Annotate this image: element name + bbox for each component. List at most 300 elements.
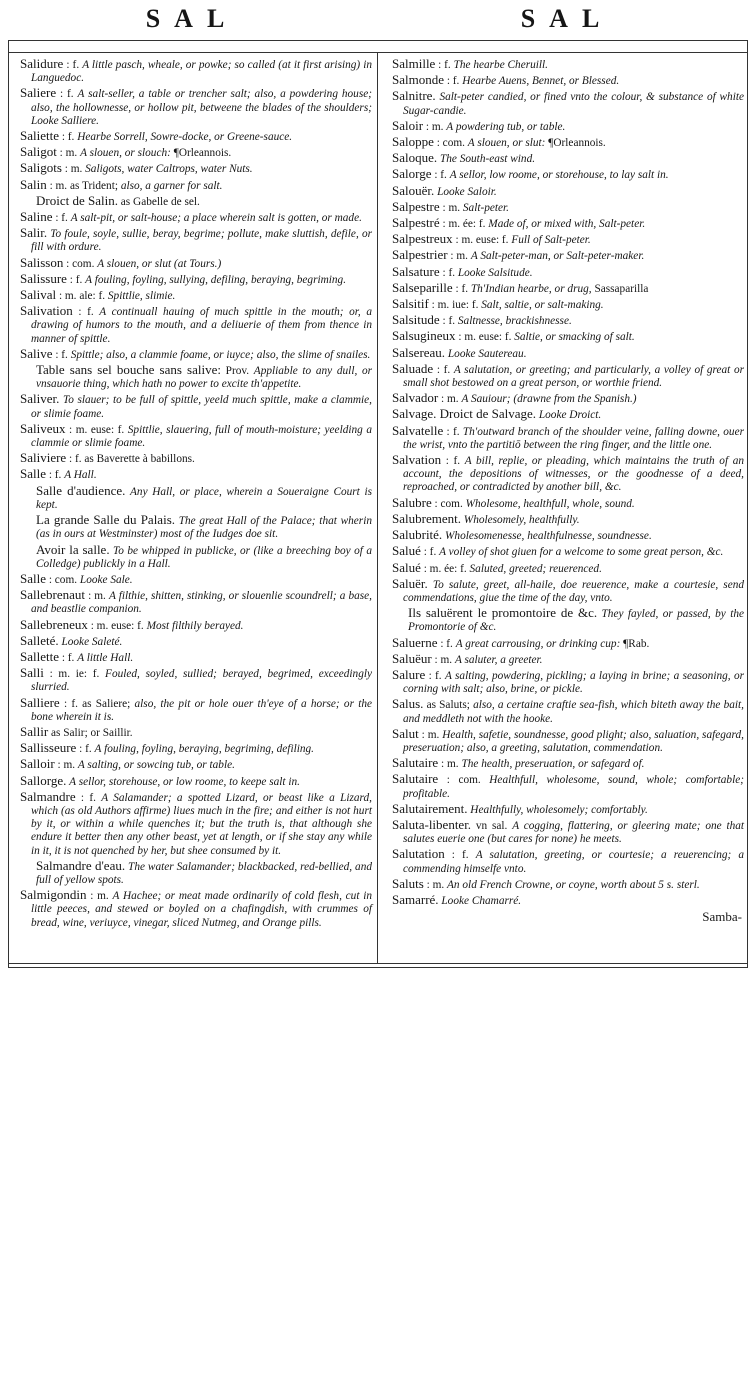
entry-region-note: ¶Orleannois. bbox=[548, 137, 606, 150]
entry-headword: Salloir bbox=[20, 756, 55, 772]
entry-gloss: Looke Sale. bbox=[79, 573, 133, 586]
dictionary-entry bbox=[392, 893, 744, 908]
entry-grammar: : f. bbox=[428, 669, 442, 682]
entry-grammar: : m. bbox=[59, 147, 78, 160]
entry-grammar: : m. ée: f. bbox=[442, 218, 486, 231]
entry-grammar: : m. bbox=[421, 728, 440, 741]
entry-headword: Salvation bbox=[392, 452, 442, 468]
entry-gloss: A slouen, or slut: bbox=[467, 137, 546, 150]
dictionary-entry bbox=[20, 741, 372, 756]
running-head-right: SAL bbox=[520, 4, 614, 33]
dictionary-entry bbox=[28, 513, 372, 541]
entry-headword: Saliveux bbox=[20, 420, 66, 436]
entry-grammar: : f. bbox=[455, 282, 469, 295]
entry-gloss: Th'Indian hearbe, or drug, bbox=[470, 282, 592, 295]
right-column bbox=[392, 57, 744, 923]
dictionary-entry bbox=[392, 668, 744, 696]
entry-headword: Salle bbox=[20, 570, 46, 586]
column-divider bbox=[377, 52, 378, 964]
entry-gloss: To slauer; to be full of spittle, yeeld much spittle, make a clammie, or slimie foame. bbox=[31, 394, 372, 420]
entry-headword: Salissure bbox=[20, 270, 67, 286]
entry-gloss: A bill, replie, or pleading, which maintains the truth of an account, the depositions of witnesses, or the goodnesse of a deed, reproached, or contradicted by another bill, &c. bbox=[403, 455, 745, 494]
entry-headword: Salin bbox=[20, 176, 47, 192]
entry-gloss: Spittle; also, a clammie foame, or iuyce; also, the slime of snailes. bbox=[70, 348, 371, 361]
entry-grammar: : com. bbox=[66, 257, 95, 270]
entry-gloss: A salt-pit, or salt-house; a place wherein salt is gotten, or made. bbox=[70, 212, 362, 225]
dictionary-entry bbox=[392, 756, 744, 771]
entry-headword: Saluts bbox=[392, 875, 424, 891]
entry-headword: Samarré. bbox=[392, 891, 439, 907]
entry-headword: Salvage. Droict de Salvage. bbox=[392, 406, 537, 422]
entry-grammar: : f. bbox=[446, 425, 460, 438]
entry-headword: Saligot bbox=[20, 144, 57, 160]
entry-headword: Salmigondin bbox=[20, 887, 87, 903]
entry-gloss: A fouling, foyling, sullying, defiling, beraying, begriming. bbox=[85, 273, 347, 286]
entry-gloss: Full of Salt-peter. bbox=[511, 234, 591, 247]
entry-gloss: A Hall. bbox=[64, 469, 97, 482]
entry-gloss: The water Salamander; blackbacked, red-bellied, and full of yellow spots. bbox=[36, 860, 372, 886]
dictionary-page bbox=[2, 0, 752, 975]
entry-gloss: Most filthily berayed. bbox=[146, 619, 244, 632]
dictionary-entry bbox=[20, 256, 372, 271]
entry-gloss: Looke Saloir. bbox=[437, 185, 497, 198]
entry-headword: Salutaire bbox=[392, 755, 439, 771]
entry-headword: Salnitre. bbox=[392, 88, 436, 104]
dictionary-entry bbox=[392, 561, 744, 576]
entry-headword: Saliere bbox=[20, 85, 57, 101]
entry-grammar: : m. bbox=[88, 590, 106, 603]
entry-gloss: The South-east wind. bbox=[439, 153, 536, 166]
entry-headword: Salouër. bbox=[392, 182, 435, 198]
entry-gloss: also, the pit or hole ouer th'eye of a horse; or the bone wherein it is. bbox=[31, 697, 372, 723]
dictionary-entry bbox=[392, 802, 744, 817]
entry-grammar: : m. ale: f. bbox=[58, 290, 106, 303]
entry-grammar: vn sal. bbox=[475, 819, 508, 832]
entry-grammar: : m. bbox=[425, 120, 444, 133]
entry-headword: Salpestre bbox=[392, 198, 440, 214]
dictionary-entry bbox=[20, 145, 372, 160]
entry-gloss: Healthfull, wholesome, sound, whole; comfortable; profitable. bbox=[403, 774, 744, 800]
entry-gloss: A slouen, or slut (at Tours.) bbox=[97, 257, 222, 270]
entry-grammar: : f. bbox=[436, 363, 451, 376]
dictionary-entry bbox=[20, 588, 372, 616]
entry-headword: Salué bbox=[392, 543, 421, 559]
entry-headword: Salle d'audience. bbox=[36, 482, 126, 498]
dictionary-entry bbox=[20, 288, 372, 303]
dictionary-entry bbox=[20, 347, 372, 362]
entry-grammar: : f. bbox=[55, 348, 68, 361]
entry-headword: Salivation bbox=[20, 303, 73, 319]
entry-grammar: : f. bbox=[442, 266, 456, 279]
entry-headword: Ils saluërent le promontoire de &c. bbox=[408, 605, 598, 621]
dictionary-entry bbox=[28, 484, 372, 512]
entry-headword: Salpestré bbox=[392, 215, 440, 231]
entry-gloss: Hearbe Auens, Bennet, or Blessed. bbox=[462, 75, 620, 88]
entry-headword: Salvatelle bbox=[392, 422, 444, 438]
entry-gloss: A saluter, a greeter. bbox=[454, 653, 543, 666]
dictionary-entry bbox=[20, 392, 372, 420]
entry-gloss: A little pasch, wheale, or powke; so called (at it first arising) in Languedoc. bbox=[31, 59, 372, 85]
dictionary-entry bbox=[392, 297, 744, 312]
entry-grammar: : m. euse: f. bbox=[69, 423, 125, 436]
dictionary-entry bbox=[392, 453, 744, 495]
dictionary-entry bbox=[392, 528, 744, 543]
dictionary-entry bbox=[392, 652, 744, 667]
dictionary-entry bbox=[392, 57, 744, 72]
entry-headword: Salubre bbox=[392, 494, 432, 510]
dictionary-entry bbox=[400, 606, 744, 634]
entry-headword: Salliere bbox=[20, 694, 60, 710]
catchword: Samba- bbox=[702, 909, 742, 925]
entry-grammar: : m. bbox=[434, 653, 453, 666]
dictionary-entry bbox=[28, 363, 372, 391]
entry-headword: Sallebreneux bbox=[20, 616, 88, 632]
entry-gloss: Wholesomely, healthfully. bbox=[463, 513, 580, 526]
entry-gloss: They fayled, or passed, by the Promontorie of &c. bbox=[408, 608, 744, 634]
dictionary-entry bbox=[20, 666, 372, 694]
entry-grammar: as Salir; or Saillir. bbox=[51, 726, 133, 739]
entry-gloss: To be whipped in publicke, or (like a breeching boy of a Colledge) publickly in a Hall. bbox=[36, 544, 372, 570]
entry-headword: Sallisseure bbox=[20, 740, 77, 756]
entry-grammar: as Saluts; bbox=[426, 699, 470, 712]
dictionary-entry bbox=[20, 696, 372, 724]
entry-gloss: To foule, soyle, sullie, beray, begrime; pollute, make sluttish, defile, or fill with ordure. bbox=[31, 228, 372, 254]
dictionary-entry bbox=[392, 135, 744, 150]
entry-grammar: : m. euse: f. bbox=[458, 331, 512, 344]
entry-grammar: : f. bbox=[69, 273, 83, 286]
entry-gloss: Any Hall, or place, wherein a Soueraigne Court is kept. bbox=[36, 485, 372, 511]
entry-grammar: : m. bbox=[64, 163, 83, 176]
entry-gloss: Wholesome, healthfull, whole, sound. bbox=[465, 497, 635, 510]
dictionary-entry bbox=[392, 636, 744, 651]
entry-headword: Droict de Salin. bbox=[36, 192, 118, 208]
entry-grammar: : m. bbox=[442, 201, 461, 214]
entry-headword: Salsugineux bbox=[392, 328, 456, 344]
entry-gloss: A little Hall. bbox=[77, 651, 134, 664]
dictionary-entry bbox=[392, 877, 744, 892]
entry-grammar: : f. as Saliere; bbox=[63, 697, 131, 710]
entry-gloss: Appliable to any dull, or vnsauorie thing, which hath no power to excite th'appetite. bbox=[36, 365, 373, 391]
entry-headword: Salué bbox=[392, 559, 421, 575]
entry-headword: Saliviere bbox=[20, 450, 67, 466]
entry-grammar: : m. ie: f. bbox=[49, 668, 100, 681]
entry-gloss: Hearbe Sorrell, Sowre-docke, or Greene-sauce. bbox=[77, 131, 293, 144]
entry-grammar: : f. bbox=[55, 212, 68, 225]
entry-headword: Salleté. bbox=[20, 632, 59, 648]
entry-headword: Salut bbox=[392, 725, 419, 741]
entry-grammar: : f. bbox=[423, 546, 437, 559]
left-column bbox=[20, 57, 372, 931]
entry-grammar: : f. bbox=[66, 59, 80, 71]
entry-gloss: The great Hall of the Palace; that wherin (as in ours at Westminster) most of the Iudges doe sit. bbox=[36, 515, 372, 541]
entry-grammar: : m. iue: f. bbox=[431, 299, 479, 312]
entry-gloss: A powdering tub, or table. bbox=[446, 120, 566, 133]
dictionary-entry bbox=[20, 272, 372, 287]
entry-gloss: Looke Chamarré. bbox=[441, 894, 522, 907]
entry-gloss: The health, preseruation, or safegard of. bbox=[461, 758, 645, 771]
dictionary-entry bbox=[20, 634, 372, 649]
dictionary-entry bbox=[20, 226, 372, 254]
dictionary-entry bbox=[20, 304, 372, 346]
entry-headword: Salpestreux bbox=[392, 231, 453, 247]
entry-headword: Saliver. bbox=[20, 391, 60, 407]
dictionary-entry bbox=[392, 313, 744, 328]
entry-gloss: Looke Salsitude. bbox=[457, 266, 533, 279]
entry-headword: Salpestrier bbox=[392, 247, 448, 263]
dictionary-entry bbox=[20, 725, 372, 740]
entry-region-note: Sassaparilla bbox=[594, 282, 649, 295]
entry-headword: Salubrité. bbox=[392, 527, 443, 543]
entry-headword: Saloque. bbox=[392, 150, 438, 166]
dictionary-entry bbox=[392, 727, 744, 755]
dictionary-entry bbox=[20, 210, 372, 225]
dictionary-entry bbox=[392, 424, 744, 452]
entry-headword: Salidure bbox=[20, 56, 64, 71]
entry-headword: Saluade bbox=[392, 360, 434, 376]
entry-headword: Salmandre bbox=[20, 788, 76, 804]
dictionary-entry bbox=[392, 73, 744, 88]
dictionary-entry bbox=[392, 200, 744, 215]
entry-gloss: Looke Saleté. bbox=[61, 635, 123, 648]
dictionary-entry bbox=[392, 216, 744, 231]
entry-region-note: ¶Rab. bbox=[623, 637, 650, 650]
dictionary-entry bbox=[20, 86, 372, 128]
entry-gloss: also, a garner for salt. bbox=[120, 179, 223, 192]
dictionary-entry bbox=[392, 772, 744, 800]
entry-gloss: Saltie, or smacking of salt. bbox=[514, 331, 635, 344]
dictionary-entry bbox=[20, 129, 372, 144]
entry-gloss: Saltnesse, brackishnesse. bbox=[457, 315, 572, 328]
entry-gloss: A sellor, storehouse, or low roome, to keepe salt in. bbox=[69, 775, 301, 788]
dictionary-entry bbox=[20, 757, 372, 772]
entry-gloss: The hearbe Cheruill. bbox=[453, 59, 549, 71]
entry-gloss: A Salamander; a spotted Lizard, or beast like a Lizard, which (as old Authors affirme) liues much in the fire; and either is not hurt by it, or within a while quenches it; but the truth is, that although she endure it better then any other beast, yet at length, or if she stay any while in it, it is not quenched by her, but shee consumed by it. bbox=[31, 791, 372, 857]
entry-gloss: A cogging, flattering, or gleering mate; one that salutes euerie one (but cares for none) he meets. bbox=[403, 819, 745, 846]
entry-headword: Salmonde bbox=[392, 72, 444, 88]
dictionary-entry bbox=[392, 847, 744, 875]
entry-gloss: Spittlie, slimie. bbox=[107, 290, 176, 303]
entry-grammar: : m. ée: f. bbox=[423, 562, 467, 575]
entry-grammar: : com. bbox=[436, 137, 465, 150]
dictionary-entry bbox=[392, 407, 744, 422]
entry-headword: Saligots bbox=[20, 160, 62, 176]
entry-gloss: Spittlie, slauering, full of mouth-moisture; yeelding a clammie or slimie foame. bbox=[31, 423, 372, 450]
entry-gloss: Looke Sautereau. bbox=[447, 347, 527, 360]
entry-gloss: A salting, or sowcing tub, or table. bbox=[77, 759, 235, 772]
entry-gloss: Salt, saltie, or salt-making. bbox=[481, 299, 604, 312]
entry-headword: Salsereau. bbox=[392, 344, 446, 360]
entry-headword: Salmandre d'eau. bbox=[36, 857, 126, 873]
entry-grammar: : f. bbox=[434, 169, 447, 182]
dictionary-entry bbox=[392, 496, 744, 511]
dictionary-entry bbox=[20, 650, 372, 665]
entry-headword: Salmille bbox=[392, 56, 436, 71]
dictionary-entry bbox=[20, 774, 372, 789]
entry-headword: Salseparille bbox=[392, 279, 453, 295]
dictionary-entry bbox=[392, 512, 744, 527]
dictionary-entry bbox=[392, 119, 744, 134]
entry-gloss: A fouling, foyling, beraying, begriming, defiling. bbox=[94, 743, 314, 756]
entry-grammar: as Gabelle de sel. bbox=[120, 195, 200, 208]
dictionary-entry bbox=[392, 184, 744, 199]
entry-headword: Salir. bbox=[20, 225, 48, 241]
entry-gloss: A sellor, low roome, or storehouse, to lay salt in. bbox=[449, 169, 669, 182]
dictionary-entry bbox=[20, 618, 372, 633]
entry-headword: Salutaire bbox=[392, 771, 439, 787]
entry-gloss: A filthie, shitten, stinking, or slouenlie scoundrell; a base, and beastlie companion. bbox=[31, 590, 373, 616]
dictionary-entry bbox=[28, 194, 372, 209]
entry-headword: Sallorge. bbox=[20, 772, 67, 788]
entry-grammar: : f. bbox=[60, 88, 74, 101]
dictionary-entry bbox=[392, 89, 744, 117]
entry-grammar: : f. bbox=[438, 59, 451, 71]
entry-grammar: : m. bbox=[441, 758, 459, 771]
entry-gloss: A Sauiour; (drawne from the Spanish.) bbox=[461, 393, 637, 406]
dictionary-entry bbox=[20, 178, 372, 193]
entry-grammar: : m. euse: f. bbox=[90, 619, 144, 632]
entry-headword: Salsitude bbox=[392, 312, 440, 328]
entry-headword: Sallette bbox=[20, 648, 59, 664]
entry-headword: Sallir bbox=[20, 723, 49, 739]
dictionary-entry bbox=[392, 697, 744, 725]
entry-grammar: : f. bbox=[442, 315, 456, 328]
entry-headword: Saline bbox=[20, 209, 53, 225]
entry-grammar: Prov. bbox=[225, 365, 250, 378]
entry-headword: Saluta-libenter. bbox=[392, 816, 472, 832]
entry-headword: Salubrement. bbox=[392, 510, 461, 526]
dictionary-entry bbox=[392, 346, 744, 361]
entry-headword: Salutairement. bbox=[392, 800, 468, 816]
entry-gloss: Wholesomenesse, healthfulnesse, soundnesse. bbox=[445, 530, 652, 543]
entry-gloss: A salting, powdering, pickling; a laying in brine; a seasoning, or corning with salt; also, brine, or pickle. bbox=[403, 669, 744, 696]
entry-headword: Salive bbox=[20, 345, 53, 361]
entry-headword: Saloppe bbox=[392, 134, 434, 150]
entry-gloss: Th'outward branch of the shoulder veine, falling downe, ouer the wrist, vnto the partitiō between the ring finger, and the little one. bbox=[403, 425, 744, 451]
dictionary-entry bbox=[392, 151, 744, 166]
entry-grammar: : m. bbox=[450, 250, 468, 263]
entry-grammar: : com. bbox=[446, 774, 481, 787]
entry-headword: Avoir la salle. bbox=[36, 541, 110, 557]
entry-headword: Table sans sel bouche sans salive: bbox=[36, 362, 221, 378]
entry-gloss: To salute, greet, all-haile, doe reuerence, make a courtesie, send commendations, giue the time of the day, vnto. bbox=[403, 578, 745, 604]
entry-gloss: A salutation, greeting, or courtesie; a reuerencing; a commending himselfe vnto. bbox=[403, 849, 744, 875]
entry-gloss: Fouled, soyled, sullied; berayed, begrimed, exceedingly slurried. bbox=[31, 668, 372, 694]
dictionary-entry bbox=[392, 281, 744, 296]
entry-gloss: A great carrousing, or drinking cup: bbox=[455, 637, 621, 650]
entry-headword: Salli bbox=[20, 665, 44, 681]
entry-headword: Salutation bbox=[392, 846, 445, 862]
entry-gloss: An old French Crowne, or coyne, worth about 5 s. sterl. bbox=[447, 878, 700, 891]
entry-grammar: : m. euse: f. bbox=[455, 234, 509, 247]
entry-region-note: ¶Orleannois. bbox=[173, 147, 232, 160]
dictionary-entry bbox=[20, 888, 372, 930]
entry-grammar: : f. bbox=[451, 849, 469, 862]
entry-headword: Salsature bbox=[392, 263, 440, 279]
dictionary-entry bbox=[20, 57, 372, 85]
entry-grammar: : f. bbox=[80, 791, 96, 804]
dictionary-entry bbox=[28, 859, 372, 887]
entry-headword: Salle bbox=[20, 466, 46, 482]
entry-grammar: : f. bbox=[79, 743, 92, 756]
dictionary-entry bbox=[392, 577, 744, 605]
entry-grammar: : f. bbox=[61, 651, 75, 664]
entry-gloss: Healthfully, wholesomely; comfortably. bbox=[470, 803, 648, 816]
entry-grammar: : f. bbox=[48, 469, 62, 482]
entry-headword: Salival bbox=[20, 287, 57, 303]
dictionary-entry bbox=[392, 265, 744, 280]
entry-headword: Saluëur bbox=[392, 650, 432, 666]
dictionary-entry bbox=[20, 572, 372, 587]
entry-grammar: : m. bbox=[90, 890, 109, 903]
entry-gloss: A salutation, or greeting; and particularly, a volley of great or small shot bestowed on a great person, or worthie friend. bbox=[403, 363, 745, 390]
dictionary-entry bbox=[20, 451, 372, 466]
dictionary-entry bbox=[392, 232, 744, 247]
entry-grammar: : f. as Baverette à babillons. bbox=[69, 453, 195, 466]
entry-grammar: : com. bbox=[434, 497, 463, 510]
entry-gloss: Made of, or mixed with, Salt-peter. bbox=[488, 218, 646, 231]
entry-headword: Salure bbox=[392, 666, 426, 682]
dictionary-entry bbox=[392, 391, 744, 406]
entry-grammar: : m. as Trident; bbox=[49, 179, 118, 192]
entry-grammar: : m. bbox=[426, 878, 445, 891]
entry-gloss: A Salt-peter-man, or Salt-peter-maker. bbox=[470, 250, 645, 263]
entry-headword: Saluerne bbox=[392, 634, 438, 650]
entry-gloss: A slouen, or slouch: bbox=[80, 147, 171, 160]
entry-headword: Saliette bbox=[20, 128, 59, 144]
entry-grammar: : f. bbox=[440, 637, 453, 650]
dictionary-entry bbox=[392, 818, 744, 846]
entry-gloss: A volley of shot giuen for a welcome to some great person, &c. bbox=[439, 546, 724, 559]
dictionary-entry bbox=[20, 467, 372, 482]
entry-gloss: Health, safetie, soundnesse, good plight; also, saluation, safegard, preseruation; also, a greeting, salutation, commendation. bbox=[403, 728, 745, 754]
dictionary-entry bbox=[392, 329, 744, 344]
entry-gloss: also, a certaine craftie sea-fish, which biteth away the bait, and meddleth not with the hooke. bbox=[403, 699, 744, 725]
entry-headword: Sallebrenaut bbox=[20, 587, 85, 603]
entry-headword: Salorge bbox=[392, 166, 432, 182]
entry-headword: Saloir bbox=[392, 117, 424, 133]
entry-grammar: : f. bbox=[445, 455, 461, 468]
entry-headword: Salus. bbox=[392, 696, 424, 712]
dictionary-entry bbox=[392, 248, 744, 263]
entry-gloss: Saluted, greeted; reuerenced. bbox=[469, 562, 602, 575]
entry-headword: Salvador bbox=[392, 390, 439, 406]
dictionary-entry bbox=[28, 543, 372, 571]
entry-gloss: Saligots, water Caltrops, water Nuts. bbox=[85, 163, 253, 176]
dictionary-entry bbox=[392, 167, 744, 182]
entry-gloss: Salt-peter candied, or fined vnto the colour, & substance of white Sugar-candie. bbox=[403, 91, 744, 117]
entry-gloss: A Hachee; or meat made ordinarily of cold flesh, cut in little peeces, and stewed or boyled on a chafingdish, with crummes of bread, wine, veriuyce, vinegar, sliced Nutmeg, and Orange pills. bbox=[31, 890, 373, 929]
entry-gloss: A salt-seller, a table or trencher salt; also, a powdering house; also, the hollownesse, or hollow pit, betweene the blades of the shoulders; Looke Salliere. bbox=[31, 88, 372, 127]
entry-headword: Salisson bbox=[20, 254, 64, 270]
entry-headword: Salsitif bbox=[392, 296, 429, 312]
entry-gloss: Looke Droict. bbox=[538, 409, 602, 422]
entry-grammar: : f. bbox=[446, 75, 460, 88]
entry-headword: La grande Salle du Palais. bbox=[36, 512, 176, 528]
entry-grammar: : f. bbox=[78, 306, 94, 319]
entry-gloss: Salt-peter. bbox=[462, 201, 510, 214]
entry-gloss: A continuall hauing of much spittle in the mouth; or, a drawing of humors to the mouth, and a deliuerie of them from thence in manner of spittle. bbox=[31, 306, 372, 345]
entry-headword: Saluër. bbox=[392, 575, 428, 591]
entry-grammar: : m. bbox=[57, 759, 76, 772]
entry-grammar: : com. bbox=[48, 573, 78, 586]
dictionary-entry bbox=[20, 790, 372, 858]
dictionary-entry bbox=[392, 362, 744, 390]
entry-grammar: : m. bbox=[441, 393, 459, 406]
entry-grammar: : f. bbox=[61, 131, 75, 144]
dictionary-entry bbox=[392, 544, 744, 559]
dictionary-entry bbox=[20, 161, 372, 176]
dictionary-entry bbox=[20, 422, 372, 450]
